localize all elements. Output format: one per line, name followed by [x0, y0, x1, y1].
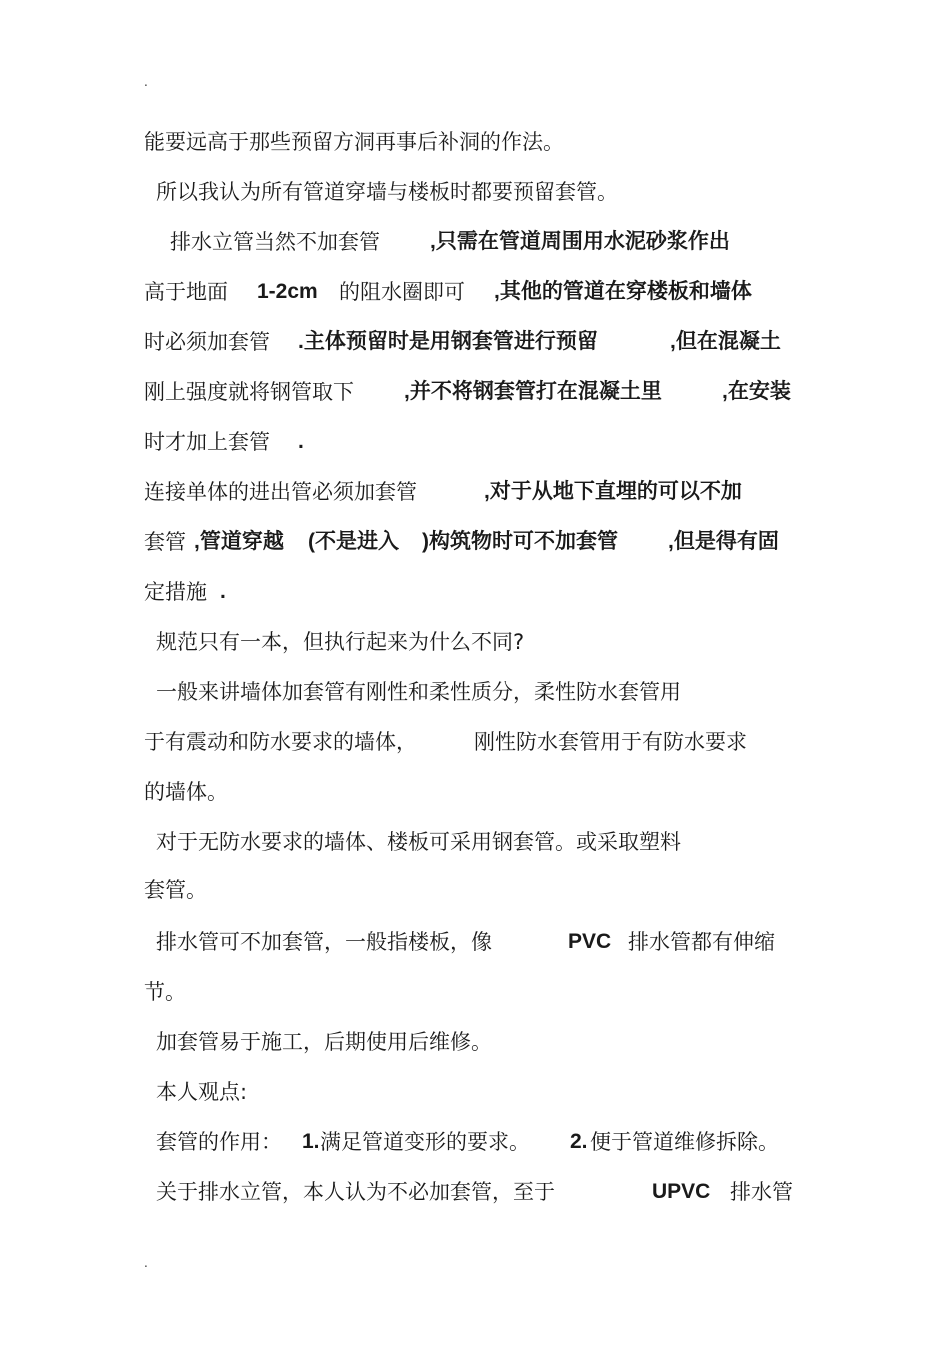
text-line: . [220, 580, 226, 603]
text-line: 节。 [144, 980, 186, 1004]
text-line: 套管。 [144, 878, 207, 902]
text-line: 一般来讲墙体加套管有刚性和柔性质分，柔性防水套管用 [156, 680, 681, 704]
text-line: .主体预留时是用钢套管进行预留 [298, 330, 598, 353]
text-line: 1-2cm [257, 280, 318, 303]
text-line: 满足管道变形的要求。 [320, 1130, 530, 1154]
text-line: ,但在混凝土 [670, 330, 781, 353]
text-line: 刚上强度就将钢管取下 [144, 380, 354, 404]
text-line: )构筑物时可不加套管 [422, 530, 618, 553]
text-line: . [298, 430, 304, 453]
text-line: ,对于从地下直埋的可以不加 [484, 480, 742, 503]
text-line: 时才加上套管 [144, 430, 270, 454]
text-line: ,在安装 [722, 380, 791, 403]
text-line: 能要远高于那些预留方洞再事后补洞的作法。 [144, 130, 564, 154]
text-line: 2. [570, 1130, 588, 1153]
text-line: 套管的作用： [156, 1130, 282, 1154]
text-line: 的墙体。 [144, 780, 228, 804]
text-line: 高于地面 [144, 280, 228, 304]
text-line: 于有震动和防水要求的墙体， [144, 730, 417, 754]
text-line: UPVC [652, 1180, 711, 1203]
text-line: 刚性防水套管用于有防水要求 [474, 730, 747, 754]
text-line: PVC [568, 930, 612, 953]
text-line: (不是进入 [308, 530, 399, 553]
text-line: ,管道穿越 [194, 530, 284, 553]
text-line: 时必须加套管 [144, 330, 270, 354]
text-line: 本人观点: [156, 1080, 248, 1104]
text-line: 排水管都有伸缩 [628, 930, 775, 954]
text-line: 便于管道维修拆除。 [590, 1130, 779, 1154]
text-line: 排水管可不加套管，一般指楼板，像 [156, 930, 492, 954]
text-line: 1. [302, 1130, 320, 1153]
text-line: 排水管 [730, 1180, 793, 1204]
text-line: 连接单体的进出管必须加套管 [144, 480, 417, 504]
text-line: ,只需在管道周围用水泥砂浆作出 [430, 230, 730, 253]
text-line: 的阻水圈即可 [339, 280, 465, 304]
text-line: 加套管易于施工，后期使用后维修。 [156, 1030, 492, 1054]
text-line: 定措施 [144, 580, 207, 604]
text-line: ,但是得有固 [668, 530, 779, 553]
page-bottom-mark: . [144, 1256, 148, 1270]
text-line: ,并不将钢套管打在混凝土里 [404, 380, 662, 403]
text-line: 套管 [144, 530, 186, 554]
text-line: 对于无防水要求的墙体、楼板可采用钢套管。或采取塑料 [156, 830, 681, 854]
text-line: 规范只有一本，但执行起来为什么不同? [156, 630, 525, 654]
text-line: 关于排水立管，本人认为不必加套管，至于 [156, 1180, 555, 1204]
page-top-mark: . [144, 75, 148, 89]
text-line: 所以我认为所有管道穿墙与楼板时都要预留套管。 [156, 180, 618, 204]
text-line: 排水立管当然不加套管 [170, 230, 380, 254]
text-line: ,其他的管道在穿楼板和墙体 [494, 280, 752, 303]
